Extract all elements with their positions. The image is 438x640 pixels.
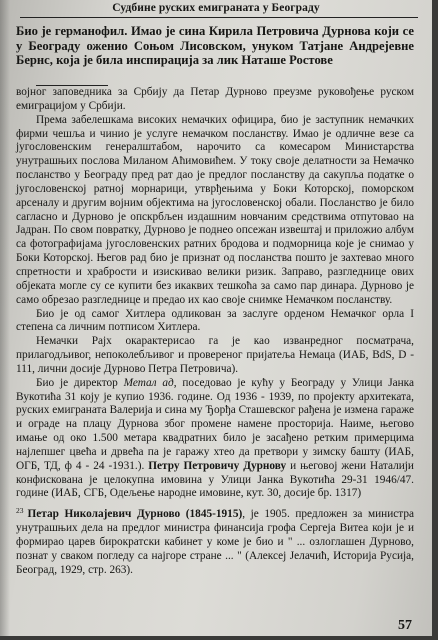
footnote [16, 504, 414, 577]
paragraph: Био је од самог Хитлера одликован за заслуге орденом Немачког орла I степена са личним потписом Хитлера. [16, 307, 414, 334]
running-head: Судбине руских емиграната у Београду [112, 2, 320, 14]
binding-shadow [0, 0, 10, 636]
paragraph: Немачки Рајх окарактерисао га је као изванредног посматрача, прилагодљивог, непоколебљивог и провереног пријатеља Немаца (ИАБ, BdS, D - 111, лични досије Дурново Петра Петровича). [16, 335, 414, 375]
page-number: 57 [398, 618, 412, 633]
person-name: Петру Петровичу Дурнову [148, 459, 287, 472]
paragraph-text: Био је директор [36, 376, 124, 389]
quote-text: Био је германофил. Имао је сина Кирила Петровича Дурнова који се у Београду оженио Соњом Лисовском, унуком Татјане Андрејевне Бернс, која је била инспирација за лик Наташе Ростове [16, 24, 414, 68]
paragraph: војног заповедника за Србију да Петар Дурново преузме руковођење руском емиграцијом у Србији. [16, 86, 414, 112]
footnote-heading: Петар Николајевич Дурново (1845-1915) [27, 508, 243, 521]
paragraph: Према забелешкама високих немачких официра, био је заступник немачких фирми чешља и чинио је услуге немачком посланству. Имао је одличне везе са југословенским генералштабом, нарочито са комесаром Министарства унутрашњих послова Миланом Аћимовићем. У току своје делатности за Немачко посланство у Београду пред рат дао је предлог посланству да сакупља податке о југословенској ратној морнарици, утврђењима у Боки Которској, поморском арсеналу и другим војним објектима на југословенској обали. Посланство је било сагласно и Дурново је опскрбљен издашним новчаним средствима отпутовао на Јадран. По свом повратку, Дурново је поднео опсежан извештај и приложио албум са фотографијама југословенских ратних бродова и подморница које је снимао у Боки Которској. Његов рад био је признат од посланства пошто је захтевао много спретности и храбрости и изискивао велики ризик. Заправо, разгледнице ових објеката могле су се купити без икаквих тешкоћа за само пар динара. Дурново је само обрезао разгледнице и предао их као своје снимке Немачком посланству. [16, 113, 414, 306]
paragraph-text: , поседовао је кућу у Београду у Улици Јанка Вукотића 31 коју је купио 1936. године. Од 1936 - 1939, по пројекту архитеката, руских емиграната Валерија и сина му Ђорђа Сташевског рађена је измена гараже и ограде на плацу Дурнова због промене намене просторија. Наиме, његово имање од око 1.500 метара квадратних било је засађено ретким примерцима најлепшег цвећа и дрвећа па је гаражу хтео да претвори у зимску башту (ИАБ, ОГБ, ТД, ф 4 - 24 -1931.). [16, 376, 414, 472]
continued-quote [16, 24, 414, 68]
header-rule [20, 17, 418, 18]
footnote-number: 23 [16, 506, 24, 516]
paragraph [16, 377, 414, 502]
body-text [16, 86, 414, 578]
footnote-text: , је 1905. предложен за министра унутрашњих дела на предлог министра финансија грофа Сергеја Витеа који је и формирао царев бирократски кабинет у коме је био и " ... озлоглашен Дурново, познат у сваком погледу са најгоре стране ... " (Алексеј Јелачић, Историја Русија, Београд, 1929, стр. 263). [16, 508, 415, 576]
company-name: Метал ад [123, 376, 174, 389]
paragraph-text: и његовој жени Наталији конфискована је целокупна имовина у Улици Јанка Вукотића 29-31 1946/47. године (ИАБ, СГБ, Одељење народне имовине, кут. 30, досије бр. 1317) [16, 459, 414, 500]
